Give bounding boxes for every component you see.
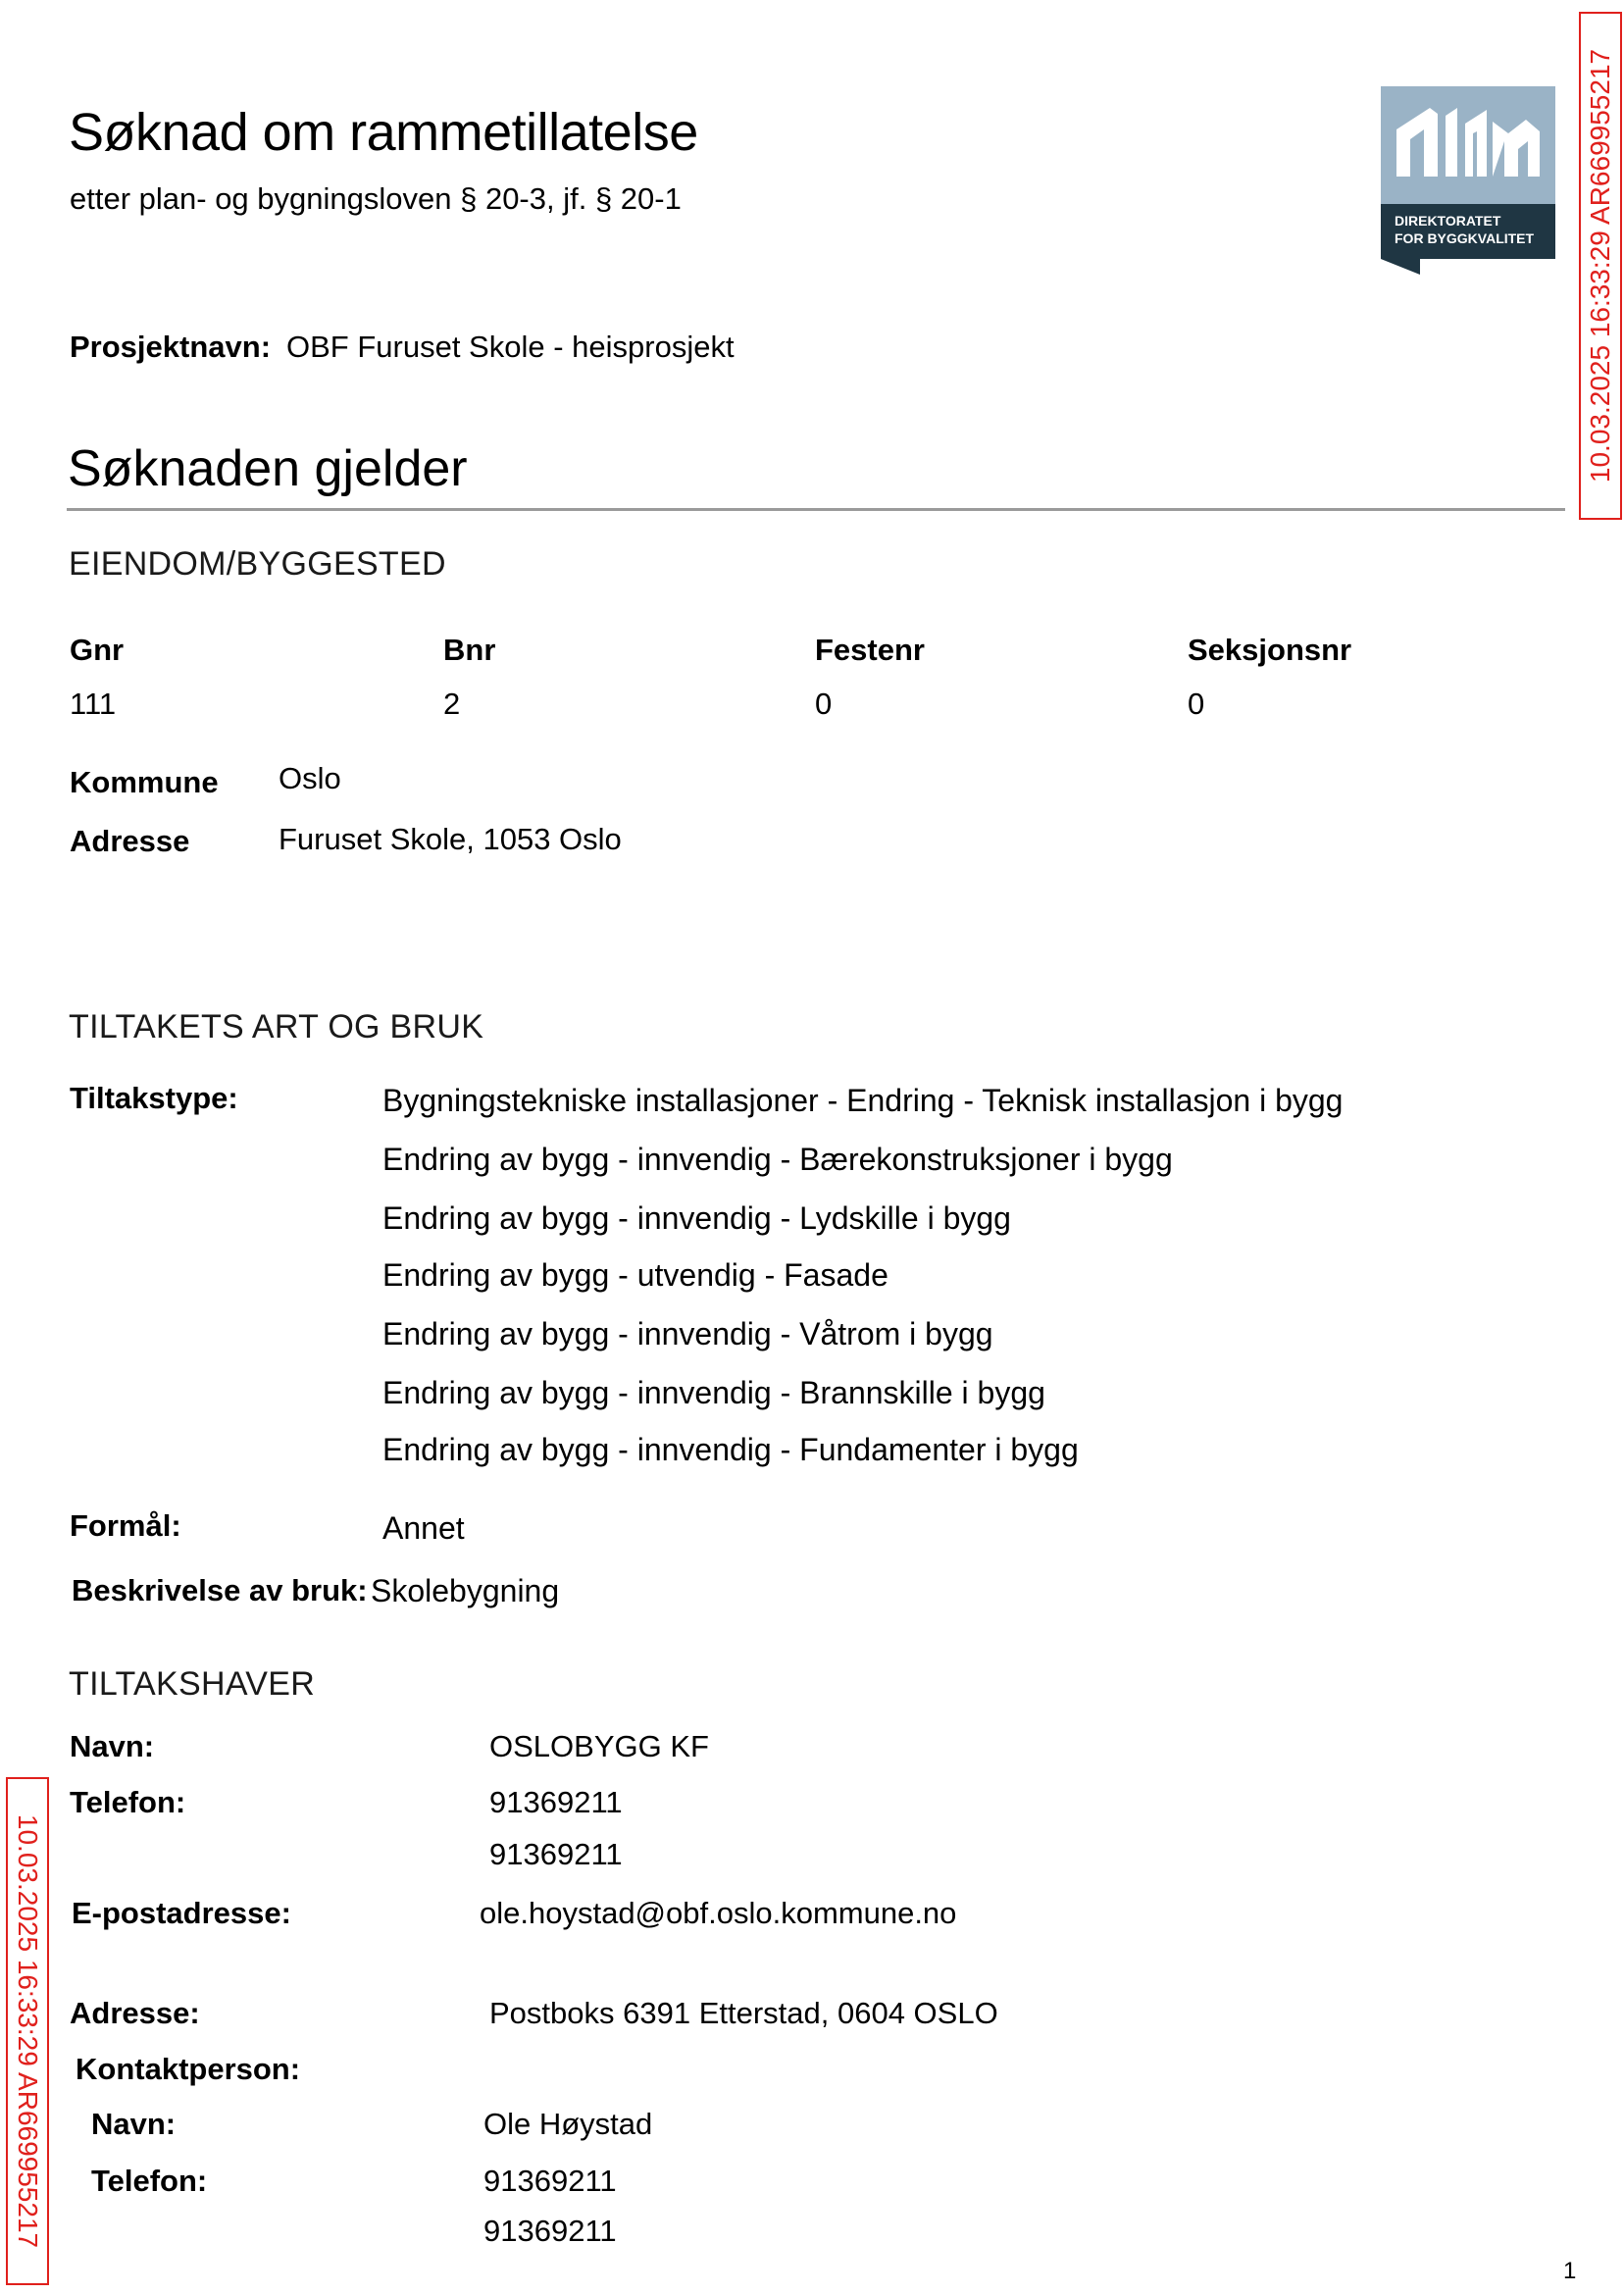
measure-type-item: Endring av bygg - innvendig - Fundamenter i bygg — [382, 1432, 1079, 1467]
page-number: 1 — [1563, 2258, 1577, 2284]
contact-name-label: Navn: — [91, 2107, 177, 2141]
application-heading: Søknaden gjelder — [68, 440, 468, 497]
timestamp-stamp-bottom — [6, 1777, 49, 2285]
usage-label: Beskrivelse av bruk: — [72, 1573, 368, 1607]
applicant-address-value: Postboks 6391 Etterstad, 0604 OSLO — [489, 1996, 998, 2030]
usage-value: Skolebygning — [371, 1573, 560, 1608]
address-value: Furuset Skole, 1053 Oslo — [279, 822, 622, 856]
contact-name-value: Ole Høystad — [483, 2107, 653, 2141]
project-label: Prosjektnavn: — [70, 330, 272, 364]
contact-phone-label: Telefon: — [91, 2164, 208, 2198]
dibk-logo — [1381, 86, 1555, 275]
purpose-value: Annet — [382, 1510, 465, 1546]
value-festenr: 0 — [815, 687, 833, 721]
applicant-phone-value: 91369211 — [489, 1785, 623, 1819]
value-seksjonsnr: 0 — [1188, 687, 1205, 721]
applicant-name-label: Navn: — [70, 1729, 155, 1763]
stamp-text: 10.03.2025 16:33:29 AR669955217 — [1585, 48, 1616, 484]
measure-type-item: Endring av bygg - innvendig - Brannskille i bygg — [382, 1375, 1045, 1410]
municipality-value: Oslo — [279, 761, 341, 795]
measure-type-item: Bygningstekniske installasjoner - Endring - Teknisk installasjon i bygg — [382, 1083, 1344, 1118]
purpose-label: Formål: — [70, 1508, 181, 1543]
applicant-phone-label: Telefon: — [70, 1785, 186, 1819]
section-applicant: TILTAKSHAVER — [69, 1665, 316, 1703]
applicant-email-value: ole.hoystad@obf.oslo.kommune.no — [480, 1896, 957, 1930]
applicant-email-label: E-postadresse: — [72, 1896, 291, 1930]
heading-rule — [67, 508, 1565, 511]
measure-type-item: Endring av bygg - utvendig - Fasade — [382, 1257, 888, 1293]
value-gnr: 111 — [70, 687, 117, 721]
timestamp-stamp-top — [1579, 12, 1622, 520]
applicant-phone-value: 91369211 — [489, 1837, 623, 1871]
section-measure: TILTAKETS ART OG BRUK — [69, 1008, 484, 1045]
project-value: OBF Furuset Skole - heisprosjekt — [286, 330, 735, 364]
measure-type-item: Endring av bygg - innvendig - Bærekonstruksjoner i bygg — [382, 1142, 1173, 1177]
contact-phone-value: 91369211 — [483, 2164, 617, 2198]
column-bnr: Bnr — [443, 633, 496, 667]
stamp-text: 10.03.2025 16:33:29 AR669955217 — [13, 1813, 44, 2249]
document-title: Søknad om rammetillatelse — [69, 103, 698, 162]
measure-type-item: Endring av bygg - innvendig - Lydskille i bygg — [382, 1200, 1011, 1236]
applicant-address-label: Adresse: — [70, 1996, 200, 2030]
contact-person-label: Kontaktperson: — [76, 2052, 301, 2086]
column-seksjonsnr: Seksjonsnr — [1188, 633, 1352, 667]
column-festenr: Festenr — [815, 633, 925, 667]
applicant-name-value: OSLOBYGG KF — [489, 1729, 709, 1763]
municipality-label: Kommune — [70, 765, 219, 799]
document-subtitle: etter plan- og bygningsloven § 20-3, jf. § 20-1 — [70, 181, 682, 216]
logo-text-1: DIREKTORATET — [1395, 213, 1501, 229]
contact-phone-value: 91369211 — [483, 2214, 617, 2248]
value-bnr: 2 — [443, 687, 461, 721]
section-property: EIENDOM/BYGGESTED — [69, 545, 446, 583]
measure-type-item: Endring av bygg - innvendig - Våtrom i bygg — [382, 1316, 993, 1351]
column-gnr: Gnr — [70, 633, 125, 667]
address-label: Adresse — [70, 824, 190, 858]
measure-type-label: Tiltakstype: — [70, 1081, 238, 1115]
logo-text-2: FOR BYGGKVALITET — [1395, 230, 1535, 246]
